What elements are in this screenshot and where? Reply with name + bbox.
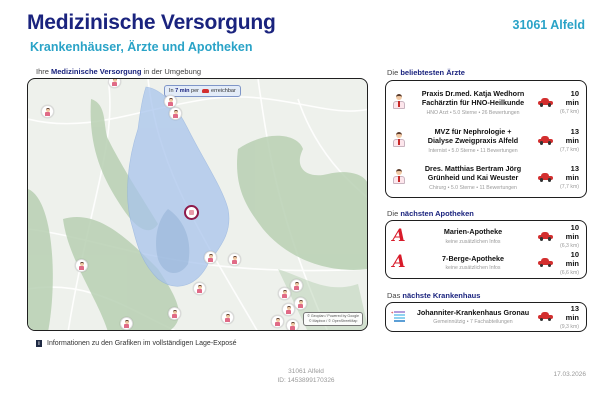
car-icon xyxy=(538,173,553,182)
location-label: 31061 Alfeld xyxy=(512,18,585,32)
doctor-row[interactable]: MVZ für Nephrologie + Dialyse Zweigpraxis Alfeld Internist • 5.0 Sterne • 11 Bewertungen 13 min (7,7 km) xyxy=(386,121,586,159)
doctor-pin[interactable] xyxy=(75,259,88,272)
hospital-card xyxy=(385,302,587,332)
home-location-pin[interactable] xyxy=(184,205,199,220)
reach-badge: In 7 min per erreichbar xyxy=(164,85,241,97)
doctor-pin[interactable] xyxy=(282,303,295,316)
map-section-label: Ihre Medizinische Versorgung in der Umgebung xyxy=(36,67,202,76)
doctor-pin[interactable] xyxy=(41,105,54,118)
pharmacy-row[interactable]: A Marien-Apotheke keine zusätzlichen Infos 10 min (6,3 km) xyxy=(392,223,579,249)
hospital-icon: + xyxy=(391,310,407,323)
hospital-row[interactable]: + Johanniter-Krankenhaus Gronau Gemeinnützig • 7 Fachabteilungen 13 min (9,3 km) xyxy=(391,303,579,330)
car-icon xyxy=(538,258,553,267)
car-icon xyxy=(202,89,209,93)
doctor-pin[interactable] xyxy=(169,107,182,120)
doctor-pin[interactable] xyxy=(271,315,284,328)
doctor-pin[interactable] xyxy=(193,282,206,295)
pharmacy-icon: A xyxy=(392,225,406,246)
car-icon xyxy=(538,136,553,145)
car-icon xyxy=(538,232,553,241)
doctor-pin[interactable] xyxy=(221,311,234,324)
map-attribution[interactable]: © Geoplan / Powered by Google © Mapbox / © OpenStreetMap xyxy=(303,312,363,326)
doctor-pin[interactable] xyxy=(278,287,291,300)
doctor-pin[interactable] xyxy=(204,251,217,264)
info-icon: i xyxy=(36,340,42,347)
map[interactable] xyxy=(27,78,368,331)
doctor-row[interactable]: Dres. Matthias Bertram Jörg Grünheid und Kai Weuster Chirurg • 5.0 Sterne • 11 Bewertungen 13 min (7,7 km) xyxy=(386,159,586,195)
doctor-pin[interactable] xyxy=(120,317,133,330)
doctor-pin[interactable] xyxy=(290,279,303,292)
car-icon xyxy=(538,98,553,107)
pharmacies-section-label: Die nächsten Apotheken xyxy=(387,209,474,218)
footer-center: 31061 Alfeld ID: 1453899170326 xyxy=(277,368,335,384)
car-icon xyxy=(538,312,553,321)
footer-date: 17.03.2026 xyxy=(553,371,586,378)
pharmacy-row[interactable]: A 7-Berge-Apotheke keine zusätzlichen Infos 10 min (6,6 km) xyxy=(392,249,579,276)
doctor-icon xyxy=(392,94,406,110)
doctor-pin[interactable] xyxy=(286,319,299,331)
info-note: i Informationen zu den Grafiken im vollständigen Lage-Exposé xyxy=(36,340,237,347)
doctors-section-label: Die beliebtesten Ärzte xyxy=(387,68,465,77)
page-title: Medizinische Versorgung xyxy=(27,11,276,34)
page-subtitle: Krankenhäuser, Ärzte und Apotheken xyxy=(30,40,253,54)
doctor-pin[interactable] xyxy=(228,253,241,266)
hospital-section-label: Das nächste Krankenhaus xyxy=(387,291,481,300)
doctor-icon xyxy=(392,169,406,185)
doctor-row[interactable]: Praxis Dr.med. Katja Wedhorn Fachärztin für HNO-Heilkunde HNO Arzt • 5.0 Sterne • 26 Bewertungen 10 min (6,7 km) xyxy=(386,81,586,121)
doctors-card xyxy=(385,80,587,198)
pharmacy-icon: A xyxy=(392,252,406,272)
doctor-pin[interactable] xyxy=(168,307,181,320)
pharmacies-card xyxy=(385,220,587,279)
doctor-pin[interactable] xyxy=(294,297,307,310)
doctor-icon xyxy=(392,132,406,148)
